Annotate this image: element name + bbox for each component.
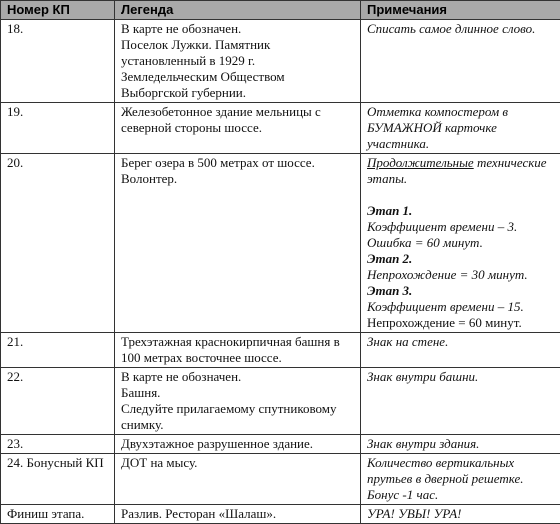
header-notes: Примечания <box>361 1 560 20</box>
cp-number: 22. <box>1 368 115 435</box>
cp-legend <box>115 103 361 154</box>
note-line: Знак внутри башни. <box>367 369 554 385</box>
legend-line: В карте не обозначен. <box>121 21 354 37</box>
table-row <box>1 368 560 435</box>
cp-notes <box>361 454 560 505</box>
header-number: Номер КП <box>1 1 115 20</box>
note-line: этапы. <box>367 171 554 187</box>
note-line: Списать самое длинное слово. <box>367 21 554 37</box>
cp-number: 20. <box>1 154 115 333</box>
cp-number: 23. <box>1 435 115 454</box>
note-line: Отметка компостером в <box>367 104 554 120</box>
legend-line: В карте не обозначен. <box>121 369 354 385</box>
legend-line: установленный в 1929 г. <box>121 53 354 69</box>
cp-notes <box>361 154 560 333</box>
header-row <box>1 1 560 20</box>
cp-legend <box>115 435 361 454</box>
legend-line: Берег озера в 500 метрах от шоссе. <box>121 155 354 171</box>
cp-legend <box>115 454 361 505</box>
table-row <box>1 435 560 454</box>
table-row <box>1 505 560 524</box>
note-line: Непрохождение = 60 минут. <box>367 315 554 331</box>
cp-legend <box>115 505 361 524</box>
legend-line: Железобетонное здание мельницы с <box>121 104 354 120</box>
legend-line: Выборгской губернии. <box>121 85 354 101</box>
cp-legend <box>115 368 361 435</box>
note-line: Ошибка = 60 минут. <box>367 235 554 251</box>
cp-notes <box>361 505 560 524</box>
cp-notes <box>361 333 560 368</box>
legend-line: Двухэтажное разрушенное здание. <box>121 436 354 452</box>
legend-line: Волонтер. <box>121 171 354 187</box>
cp-notes <box>361 20 560 103</box>
table-row <box>1 20 560 103</box>
table-row <box>1 154 560 333</box>
table-row <box>1 454 560 505</box>
note-line: Знак на стене. <box>367 334 554 350</box>
legend-line: северной стороны шоссе. <box>121 120 354 136</box>
note-line: Непрохождение = 30 минут. <box>367 267 554 283</box>
table-row <box>1 103 560 154</box>
note-line: БУМАЖНОЙ карточке <box>367 120 554 136</box>
legend-line: Башня. <box>121 385 354 401</box>
cp-legend <box>115 333 361 368</box>
legend-line: Земледельческим Обществом <box>121 69 354 85</box>
legend-line: Следуйте прилагаемому спутниковому <box>121 401 354 417</box>
note-text: технические <box>474 155 547 170</box>
cp-notes <box>361 103 560 154</box>
stage-heading: Этап 1. <box>367 203 554 219</box>
note-line: Количество вертикальных <box>367 455 554 471</box>
note-line: участника. <box>367 136 554 152</box>
legend-line: 100 метрах восточнее шоссе. <box>121 350 354 366</box>
cp-legend <box>115 20 361 103</box>
note-line: Коэффициент времени – 3. <box>367 219 554 235</box>
legend-line: ДОТ на мысу. <box>121 455 354 471</box>
stage-heading: Этап 2. <box>367 251 554 267</box>
stage-heading: Этап 3. <box>367 283 554 299</box>
note-line: Бонус -1 час. <box>367 487 554 503</box>
legend-line: снимку. <box>121 417 354 433</box>
cp-legend <box>115 154 361 333</box>
legend-line: Трехэтажная краснокирпичная башня в <box>121 334 354 350</box>
header-legend: Легенда <box>115 1 361 20</box>
legend-line: Поселок Лужки. Памятник <box>121 37 354 53</box>
note-line: прутьев в дверной решетке. <box>367 471 554 487</box>
note-line: Коэффициент времени – 15. <box>367 299 554 315</box>
note-line: Знак внутри здания. <box>367 436 554 452</box>
legend-line: Разлив. Ресторан «Шалаш». <box>121 506 354 522</box>
cp-number: 21. <box>1 333 115 368</box>
cp-number: 18. <box>1 20 115 103</box>
cp-number: 24. Бонусный КП <box>1 454 115 505</box>
cp-number: Финиш этапа. <box>1 505 115 524</box>
note-underlined: Продолжительные <box>367 155 474 170</box>
table-row <box>1 333 560 368</box>
cp-number: 19. <box>1 103 115 154</box>
cp-notes <box>361 435 560 454</box>
note-line: УРА! УВЫ! УРА! <box>367 506 554 522</box>
cp-notes <box>361 368 560 435</box>
note-gap <box>367 187 554 203</box>
note-line <box>367 155 554 171</box>
